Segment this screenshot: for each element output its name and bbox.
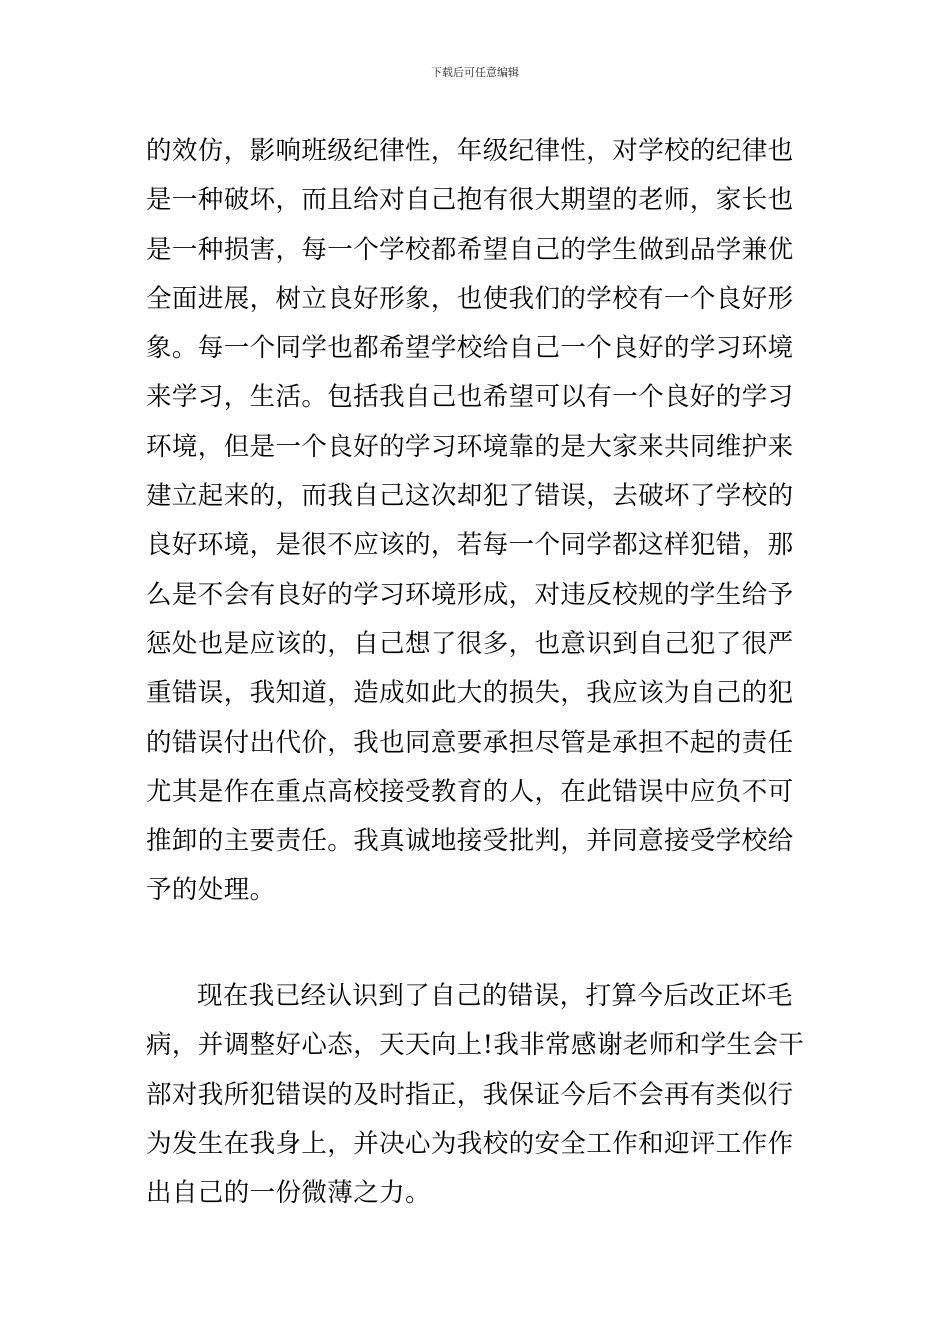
paragraph-first-line: 现在我已经认识到了自己的错误，打算今后改正坏毛 xyxy=(197,981,793,1011)
paragraph-line: 全面进展，树立良好形象，也使我们的学校有一个良好形 xyxy=(146,283,794,314)
paragraph-line: 惩处也是应该的，自己想了很多，也意识到自己犯了很严 xyxy=(146,628,794,659)
paragraph-line: 环境，但是一个良好的学习环境靠的是大家来共同维护来 xyxy=(146,431,794,462)
body-paragraph-2 xyxy=(146,972,806,1218)
paragraph-line: 推卸的主要责任。我真诚地接受批判，并同意接受学校给 xyxy=(146,826,794,857)
paragraph-line: 予的处理。 xyxy=(146,875,276,906)
paragraph-line: 病，并调整好心态，天天向上!我非常感谢老师和学生会干 xyxy=(146,1030,805,1061)
paragraph-line: 出自己的一份微薄之力。 xyxy=(146,1178,431,1209)
paragraph-line: 象。每一个同学也都希望学校给自己一个良好的学习环境 xyxy=(146,333,794,364)
paragraph-line: 良好环境，是很不应该的，若每一个同学都这样犯错，那 xyxy=(146,530,794,561)
paragraph-line: 重错误，我知道，造成如此大的损失，我应该为自己的犯 xyxy=(146,678,794,709)
paragraph-line: 为发生在我身上，并决心为我校的安全工作和迎评工作作 xyxy=(146,1128,794,1159)
paragraph-line: 是一种破坏，而且给对自己抱有很大期望的老师，家长也 xyxy=(146,185,794,216)
paragraph-line: 么是不会有良好的学习环境形成，对违反校规的学生给予 xyxy=(146,579,794,610)
paragraph-line: 建立起来的，而我自己这次却犯了错误，去破坏了学校的 xyxy=(146,481,794,512)
paragraph-line: 部对我所犯错误的及时指正，我保证今后不会再有类似行 xyxy=(146,1079,794,1110)
paragraph-line: 来学习，生活。包括我自己也希望可以有一个良好的学习 xyxy=(146,382,794,413)
paragraph-line: 是一种损害，每一个学校都希望自己的学生做到品学兼优 xyxy=(146,234,794,265)
header-note: 下载后可任意编辑 xyxy=(431,66,519,79)
paragraph-line: 的错误付出代价，我也同意要承担尽管是承担不起的责任 xyxy=(146,727,794,758)
paragraph-line: 尤其是作在重点高校接受教育的人，在此错误中应负不可 xyxy=(146,776,794,807)
paragraph-line: 的效仿，影响班级纪律性，年级纪律性，对学校的纪律也 xyxy=(146,136,794,166)
body-paragraph-1 xyxy=(146,127,806,916)
